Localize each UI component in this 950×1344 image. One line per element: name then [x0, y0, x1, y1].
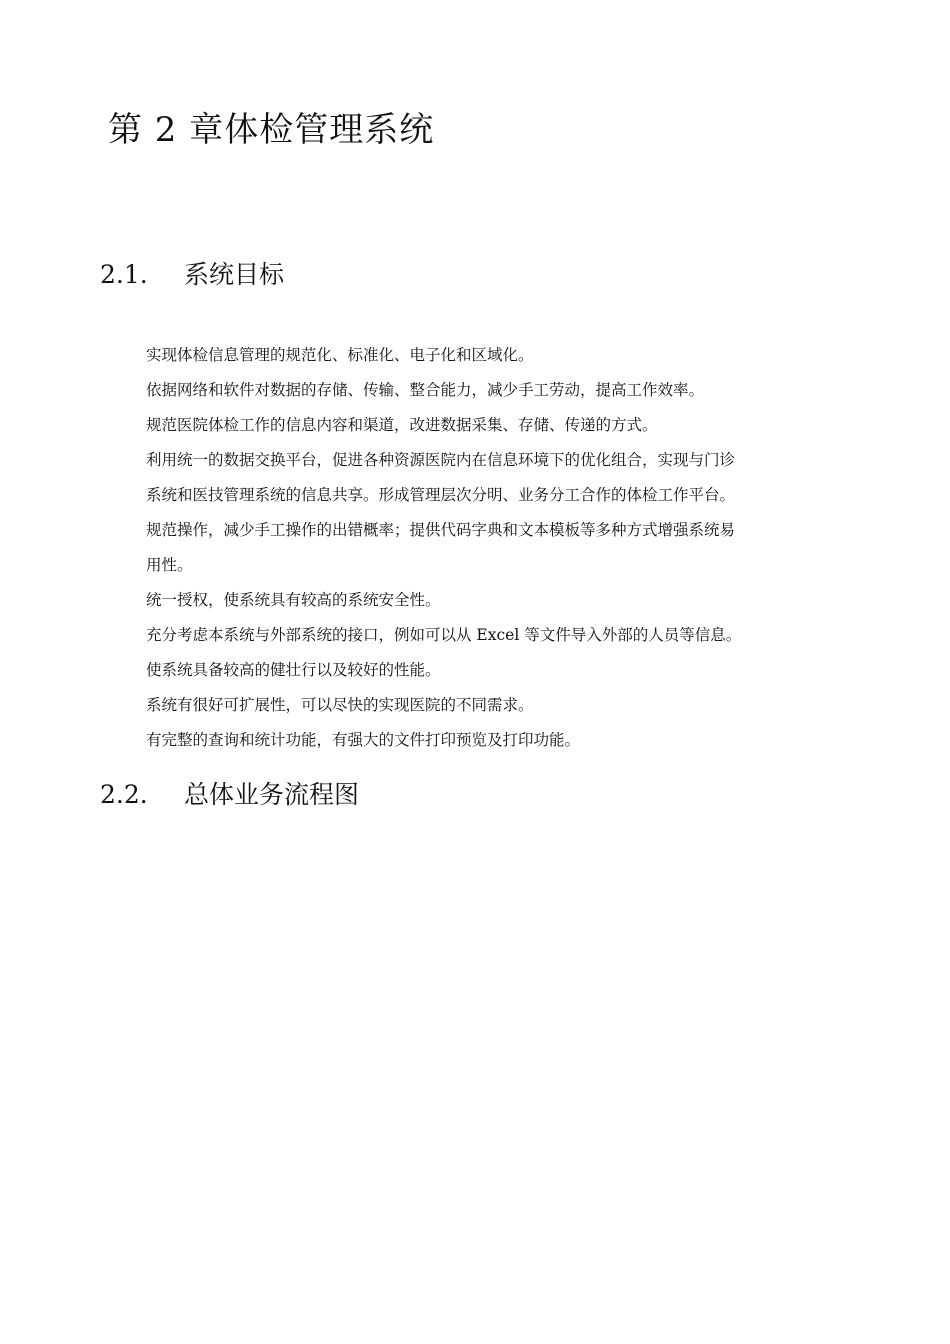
body-line: 规范操作，减少手工操作的出错概率；提供代码字典和文本模板等多种方式增强系统易 [146, 521, 736, 539]
body-line: 使系统具备较高的健壮行以及较好的性能。 [146, 661, 441, 679]
body-line: 用性。 [146, 556, 193, 574]
body-line: 有完整的查询和统计功能，有强大的文件打印预览及打印功能。 [146, 731, 581, 749]
section-heading-2-2 [100, 778, 359, 812]
section-title: 总体业务流程图 [184, 780, 360, 809]
section-title: 系统目标 [184, 260, 285, 289]
body-line: 规范医院体检工作的信息内容和渠道，改进数据采集、存储、传递的方式。 [146, 416, 658, 434]
section-number: 2.2. [100, 780, 148, 809]
body-line: 实现体检信息管理的规范化、标准化、电子化和区域化。 [146, 346, 534, 364]
section-number: 2.1. [100, 260, 148, 289]
body-line: 统一授权，使系统具有较高的系统安全性。 [146, 591, 441, 609]
body-line: 充分考虑本系统与外部系统的接口，例如可以从 Excel 等文件导入外部的人员等信息。 [146, 626, 742, 644]
section-body-2-1 [146, 340, 846, 760]
body-line: 系统和医技管理系统的信息共享。形成管理层次分明、业务分工合作的体检工作平台。 [146, 486, 736, 504]
body-line: 依据网络和软件对数据的存储、传输、整合能力，减少手工劳动，提高工作效率。 [146, 381, 705, 399]
body-line: 系统有很好可扩展性，可以尽快的实现医院的不同需求。 [146, 696, 534, 714]
section-heading-2-1 [100, 258, 284, 292]
body-line: 利用统一的数据交换平台，促进各种资源医院内在信息环境下的优化组合，实现与门诊 [146, 451, 736, 469]
chapter-title: 第 2 章体检管理系统 [108, 110, 435, 150]
